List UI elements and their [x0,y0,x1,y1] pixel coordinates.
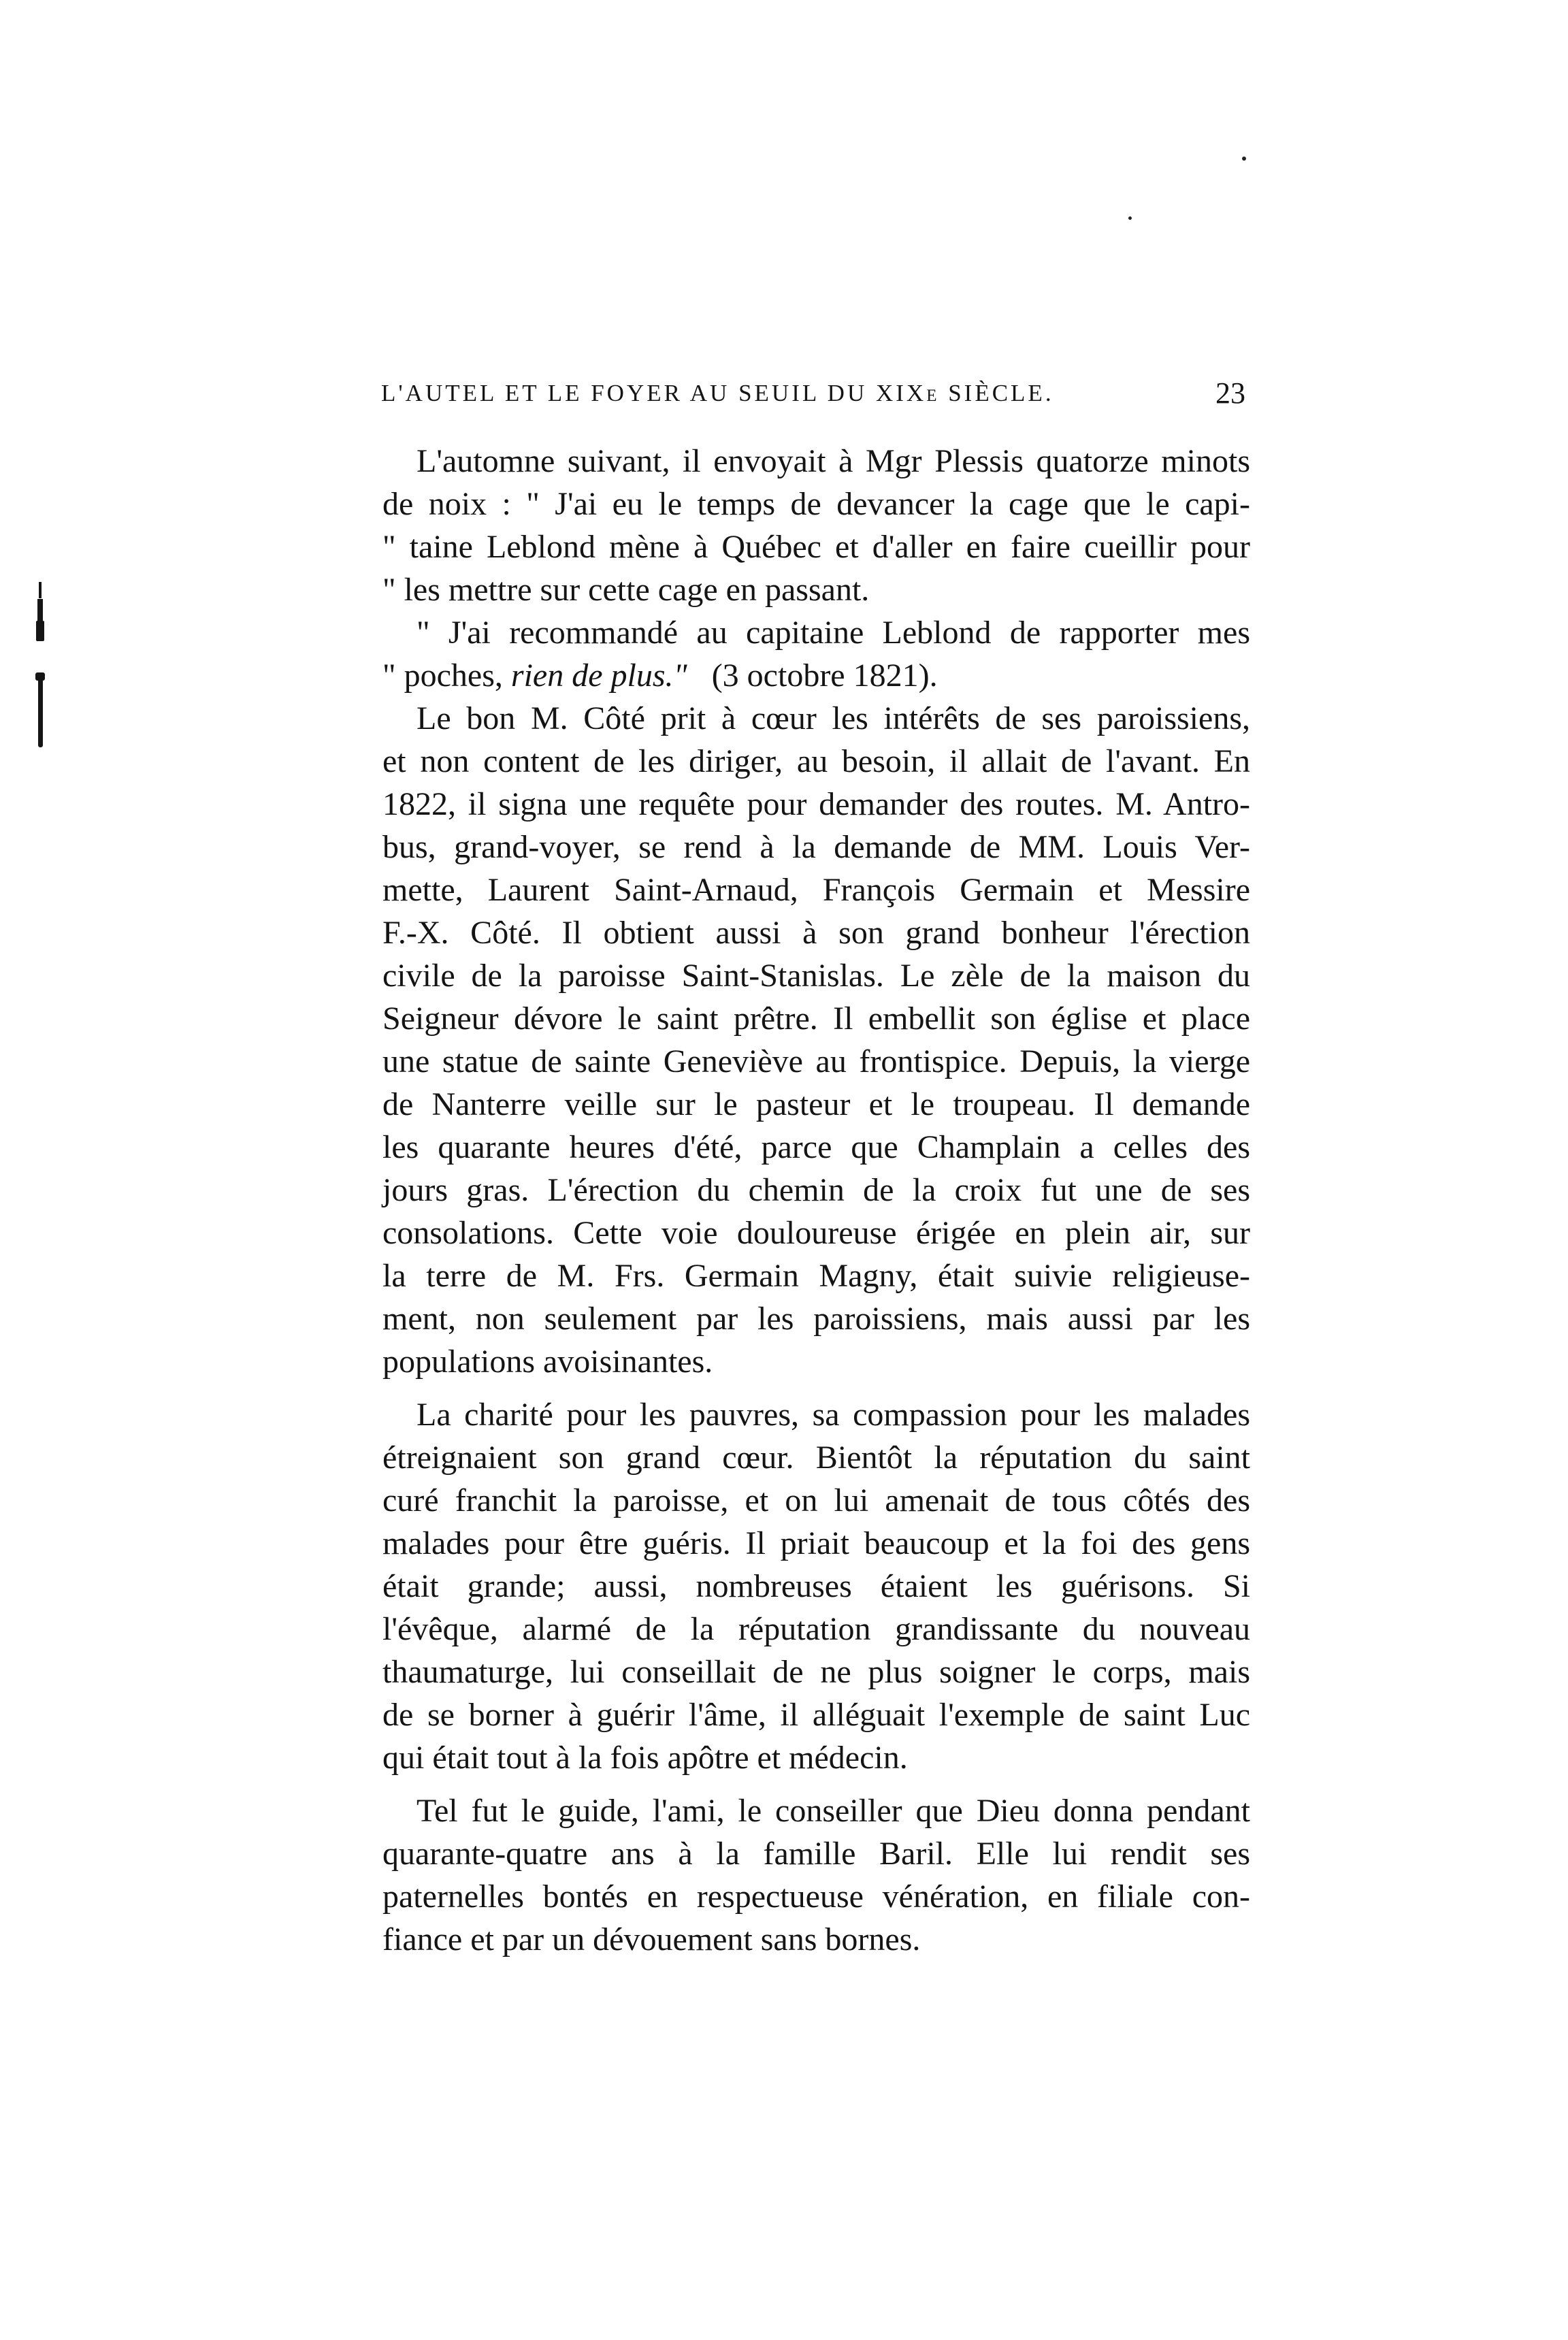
text-line: les quarante heures d'été, parce que Champlain a celles des [382,1129,1250,1165]
italic-phrase: rien de plus." [510,657,687,694]
page-number: 23 [1215,376,1245,410]
text-line: l'évêque, alarmé de la réputation grandissante du nouveau [382,1611,1250,1647]
text-line: L'automne suivant, il envoyait à Mgr Plessis quatorze minots [416,443,1250,479]
running-head: L'AUTEL ET LE FOYER AU SEUIL DU XIXe SIÈCLE. [381,380,1054,406]
text-line: " les mettre sur cette cage en passant. [382,572,870,608]
text-line: curé franchit la paroisse, et on lui amenait de tous côtés des [382,1482,1250,1518]
text-line: jours gras. L'érection du chemin de la croix fut une de ses [382,1172,1250,1208]
text-line: bus, grand-voyer, se rend à la demande de MM. Louis Ver- [382,829,1250,865]
text-line: fiance et par un dévouement sans bornes. [382,1921,921,1957]
text-line: civile de la paroisse Saint-Stanislas. Le zèle de la maison du [382,958,1250,994]
text-line: Le bon M. Côté prit à cœur les intérêts de ses paroissiens, [416,700,1250,736]
text-line: mette, Laurent Saint-Arnaud, François Germain et Messire [382,872,1250,908]
text-line: ment, non seulement par les paroissiens, mais aussi par les [382,1301,1250,1337]
text-line: qui était tout à la fois apôtre et médecin. [382,1740,908,1776]
text-line: 1822, il signa une requête pour demander des routes. M. Antro- [382,786,1250,822]
date-reference: (3 octobre 1821). [711,657,938,694]
text-line: et non content de les diriger, au besoin, il allait de l'avant. En [382,743,1250,779]
text-line: de se borner à guérir l'âme, il alléguait l'exemple de saint Luc [382,1697,1250,1733]
text-line: Tel fut le guide, l'ami, le conseiller que Dieu donna pendant [416,1793,1250,1829]
text-line: consolations. Cette voie douloureuse érigée en plein air, sur [382,1215,1250,1251]
speck-mark [1242,157,1246,161]
text-line: était grande; aussi, nombreuses étaient les guérisons. Si [382,1568,1250,1604]
text-line: F.-X. Côté. Il obtient aussi à son grand bonheur l'érection [382,915,1250,951]
text-line: La charité pour les pauvres, sa compassion pour les malades [416,1397,1250,1433]
text-line: populations avoisinantes. [382,1344,713,1380]
text-line: la terre de M. Frs. Germain Magny, était suivie religieuse- [382,1258,1250,1294]
text-line: Seigneur dévore le saint prêtre. Il embellit son église et place [382,1001,1250,1037]
page-header [381,376,1245,421]
text-fragment: " poches, [382,657,503,694]
text-line: une statue de sainte Geneviève au frontispice. Depuis, la vierge [382,1043,1250,1079]
speck-mark [1128,216,1132,220]
text-line: paternelles bontés en respectueuse vénération, en filiale con- [382,1879,1250,1915]
text-line: quarante-quatre ans à la famille Baril. Elle lui rendit ses [382,1836,1250,1872]
text-line: de Nanterre veille sur le pasteur et le troupeau. Il demande [382,1086,1250,1122]
text-line: malades pour être guéris. Il priait beaucoup et la foi des gens [382,1525,1250,1561]
text-line: " taine Leblond mène à Québec et d'aller en faire cueillir pour [382,529,1250,565]
text-line: " J'ai recommandé au capitaine Leblond de rapporter mes [416,615,1250,651]
text-line [382,655,938,696]
text-line: thaumaturge, lui conseillait de ne plus soigner le corps, mais [382,1654,1250,1690]
text-line: de noix : " J'ai eu le temps de devancer la cage que le capi- [382,486,1250,522]
text-line: étreignaient son grand cœur. Bientôt la réputation du saint [382,1440,1250,1476]
